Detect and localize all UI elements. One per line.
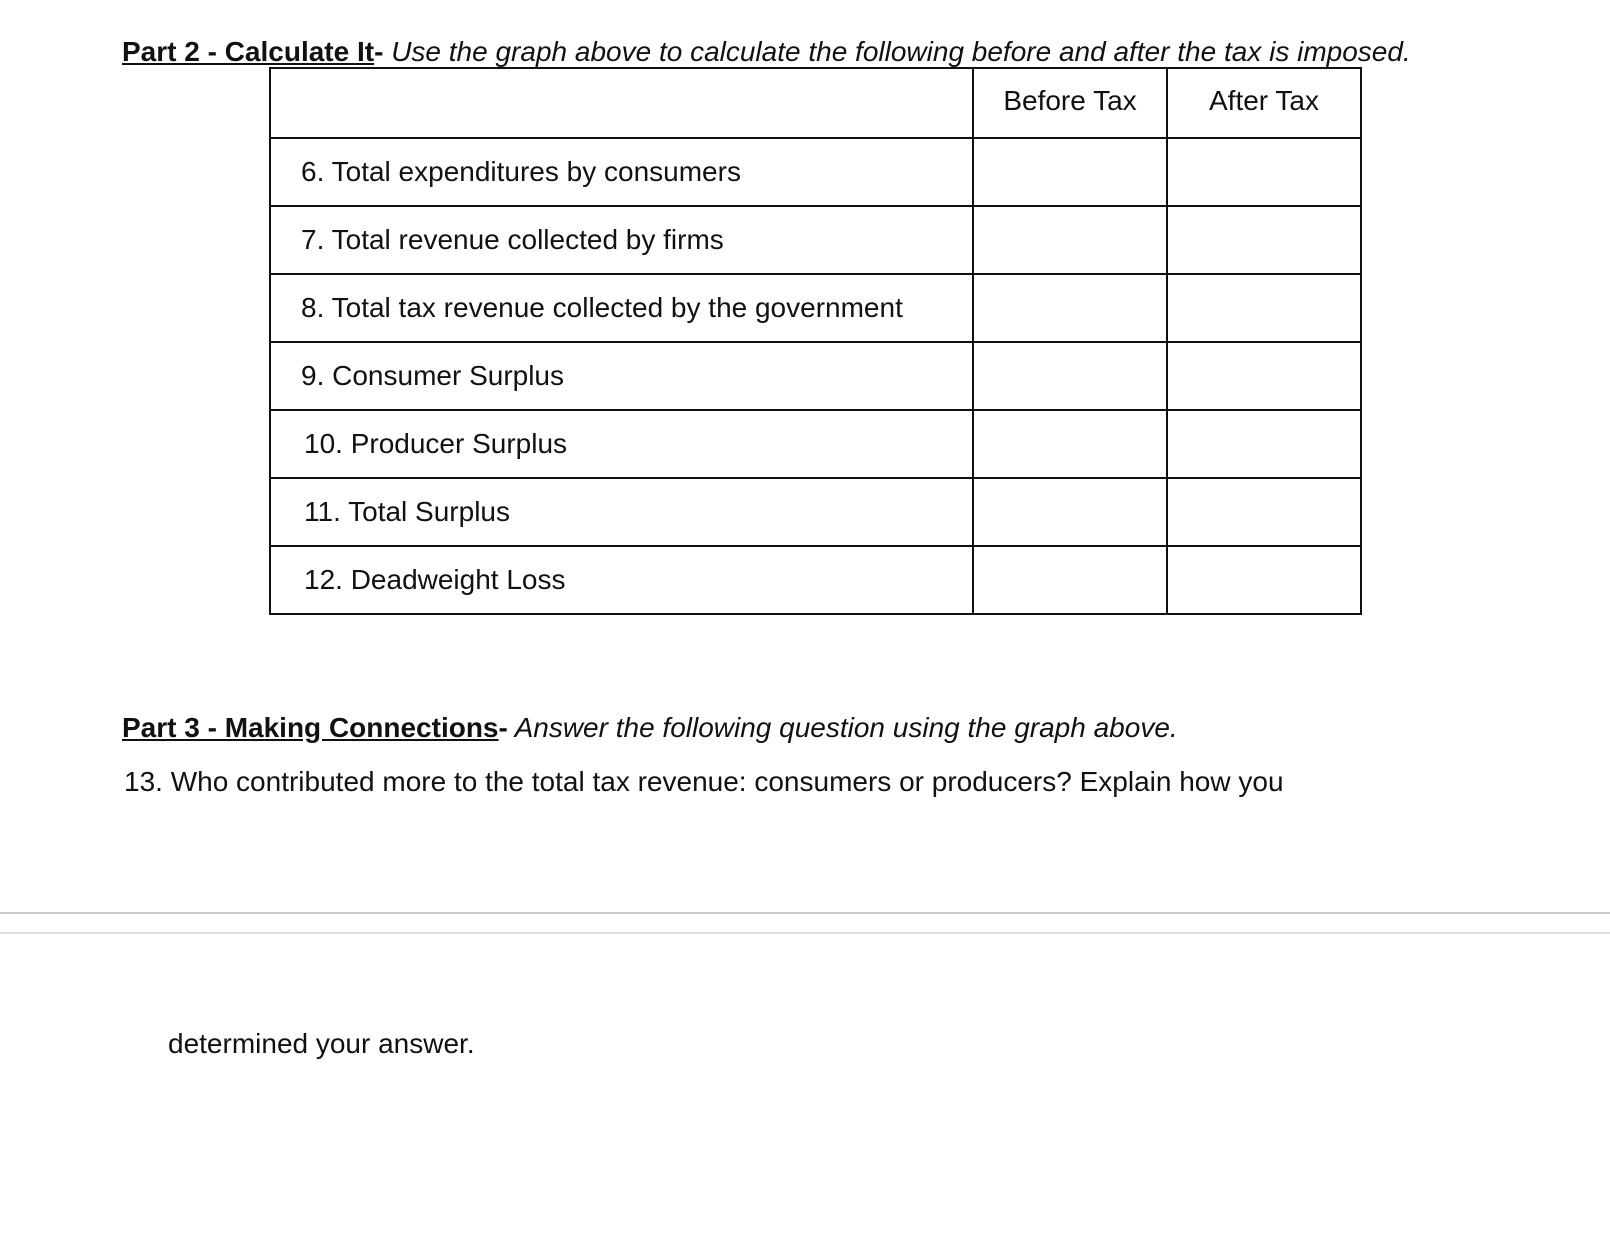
row-label: 10. Producer Surplus <box>270 410 973 478</box>
row-label: 6. Total expenditures by consumers <box>270 138 973 206</box>
after-tax-cell[interactable] <box>1167 274 1361 342</box>
table-row <box>270 206 1361 274</box>
part2-instruction: Use the graph above to calculate the following before and after the tax is imposed. <box>383 36 1411 67</box>
table-header-row <box>270 68 1361 138</box>
row-label: 12. Deadweight Loss <box>270 546 973 614</box>
page-break-divider <box>0 912 1610 934</box>
question-13-continuation: determined your answer. <box>168 1028 475 1059</box>
before-tax-cell[interactable] <box>973 138 1167 206</box>
table-row <box>270 138 1361 206</box>
row-label: 8. Total tax revenue collected by the government <box>270 274 973 342</box>
part2-heading <box>122 38 1411 66</box>
after-tax-cell[interactable] <box>1167 478 1361 546</box>
table-row <box>270 478 1361 546</box>
part3-title: Part 3 - Making Connections <box>122 712 499 743</box>
after-tax-cell[interactable] <box>1167 410 1361 478</box>
row-label: 11. Total Surplus <box>270 478 973 546</box>
before-tax-cell[interactable] <box>973 410 1167 478</box>
part3-dash: - <box>498 712 508 743</box>
part2-dash: - <box>374 36 384 67</box>
part3-instruction: Answer the following question using the graph above. <box>507 712 1178 743</box>
before-tax-cell[interactable] <box>973 274 1167 342</box>
table-row <box>270 546 1361 614</box>
question-13: 13. Who contributed more to the total tax revenue: consumers or producers? Explain how you <box>124 766 1284 797</box>
row-label: 9. Consumer Surplus <box>270 342 973 410</box>
before-tax-cell[interactable] <box>973 546 1167 614</box>
calculation-table <box>269 67 1362 615</box>
part2-title: Part 2 - Calculate It <box>122 36 375 67</box>
before-tax-cell[interactable] <box>973 342 1167 410</box>
header-before-tax: Before Tax <box>973 68 1167 138</box>
header-after-tax: After Tax <box>1167 68 1361 138</box>
after-tax-cell[interactable] <box>1167 546 1361 614</box>
header-blank <box>270 68 973 138</box>
before-tax-cell[interactable] <box>973 478 1167 546</box>
row-label: 7. Total revenue collected by firms <box>270 206 973 274</box>
table-row <box>270 410 1361 478</box>
before-tax-cell[interactable] <box>973 206 1167 274</box>
table-row <box>270 342 1361 410</box>
after-tax-cell[interactable] <box>1167 138 1361 206</box>
after-tax-cell[interactable] <box>1167 206 1361 274</box>
table-row <box>270 274 1361 342</box>
after-tax-cell[interactable] <box>1167 342 1361 410</box>
part3-heading <box>122 714 1178 742</box>
